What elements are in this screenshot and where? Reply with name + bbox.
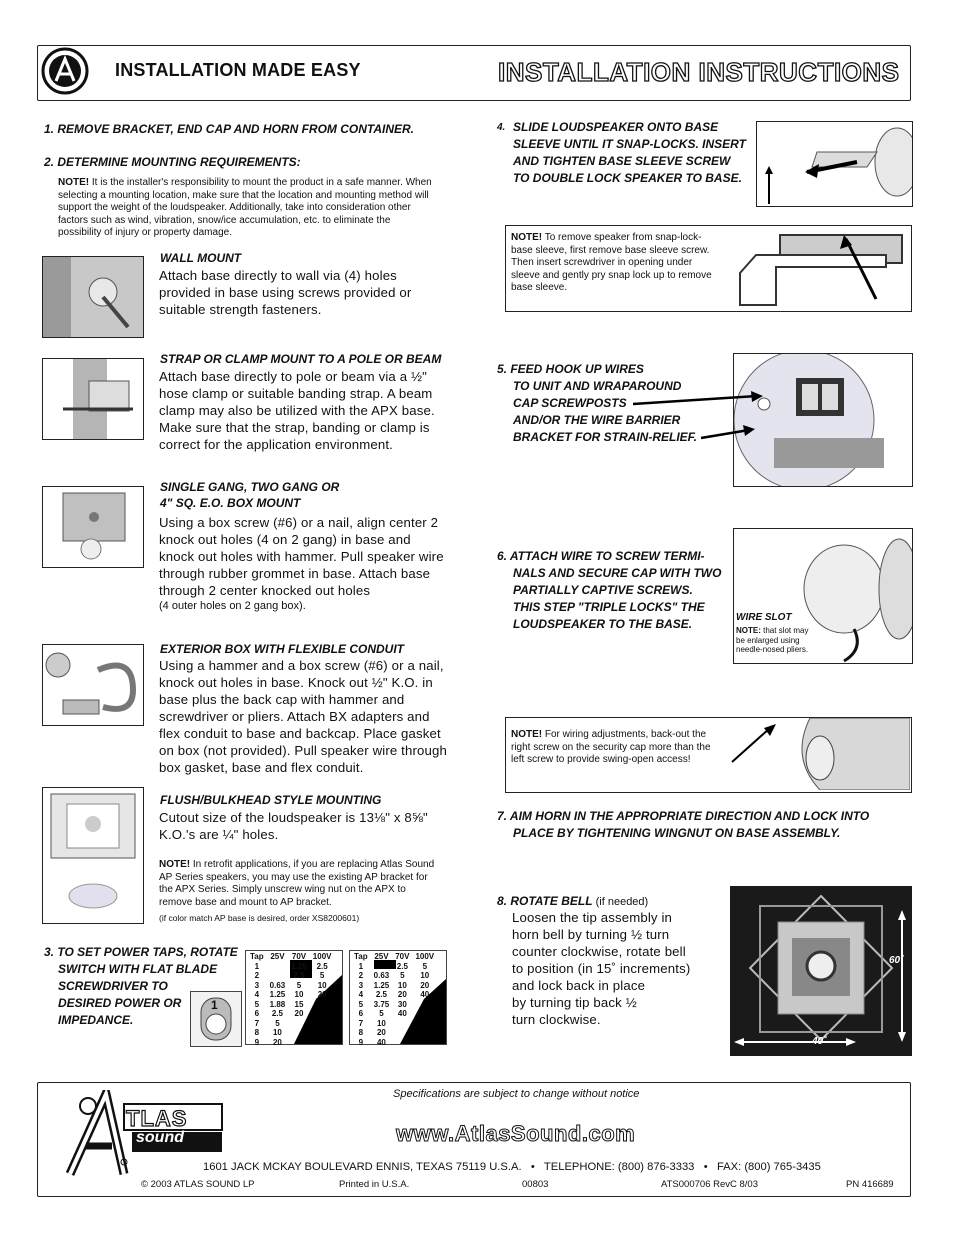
wire-slot-note: NOTE: that slot may be enlarged using needle-nosed pliers. bbox=[736, 626, 809, 654]
flush-mount-title: FLUSH/BULKHEAD STYLE MOUNTING bbox=[160, 793, 382, 807]
step-4: SLIDE LOUDSPEAKER ONTO BASE SLEEVE UNTIL IT SNAP-LOCKS. INSERT AND TIGHTEN BASE SLEEVE SCREW TO DOUBLE LOCK SPEAKER TO BASE. bbox=[513, 120, 746, 185]
flush-mount-note: NOTE! In retrofit applications, if you are replacing Atlas Sound AP Series speakers, you may use the existing AP bracket for the APX Series. Simply unscrew wing nut on the APX to remove base and mount to AP bracket. bbox=[159, 859, 435, 908]
step-1: 1. REMOVE BRACKET, END CAP AND HORN FROM CONTAINER. bbox=[44, 122, 415, 136]
tap-table-1: Tap 25V 70V 100V 1 1.25 2.5 2 2.5 5 3 0.63 5 10 4 1.25 10 20 5 1.88 15 6 2.5 20 7 5 8 10 9 20 bbox=[245, 950, 343, 1045]
rotate-bell-image bbox=[730, 886, 912, 1056]
flush-mount-small: (if color match AP base is desired, order XS8200601) bbox=[159, 913, 360, 923]
wall-mount-title: WALL MOUNT bbox=[160, 251, 242, 265]
exterior-box-title: EXTERIOR BOX WITH FLEXIBLE CONDUIT bbox=[160, 642, 405, 656]
exterior-box-body: Using a hammer and a box screw (#6) or a nail, knock out holes in base. Knock out ½" K.O. in base plus the back cap with hammer and screwdriver or pliers. Attach BX adapters and flex conduit to base and backcap. Place gasket on box (not provided). Pull speaker wire through box gasket, base and flex conduit. bbox=[159, 658, 447, 775]
header-left-title: INSTALLATION MADE EASY bbox=[115, 60, 361, 80]
website-url[interactable]: www.AtlasSound.com bbox=[396, 1121, 636, 1146]
gang-box-image bbox=[42, 486, 144, 568]
wire-slot-title: WIRE SLOT bbox=[736, 612, 792, 623]
snap-lock-note: NOTE! To remove speaker from snap-lock-base sleeve, first remove base sleeve screw. Then insert screwdriver in opening under sleeve and gently pry snap lock up to remove base sleeve. bbox=[511, 232, 712, 293]
step-2-note: NOTE! It is the installer's responsibility to mount the product in a safe manner. When selecting a mounting location, make sure that the location and mounting method will support the weight of the loudspeaker. Additionally, take into consideration other factors such as wind, vibration, snow/ice accumulation, etc. to eliminate the possibility of injury or property damage. bbox=[58, 177, 432, 238]
step-5: 5. FEED HOOK UP WIRES TO UNIT AND WRAPAROUND CAP SCREWPOSTS AND/OR THE WIRE BARRIER BRACKET FOR STRAIN-RELIEF. bbox=[497, 362, 697, 444]
step-4-number: 4. bbox=[497, 122, 506, 133]
step-2: 2. DETERMINE MOUNTING REQUIREMENTS: bbox=[44, 155, 301, 169]
strap-mount-title: STRAP OR CLAMP MOUNT TO A POLE OR BEAM bbox=[160, 352, 442, 366]
footer-ats: ATS000706 RevC 8/03 bbox=[661, 1179, 758, 1190]
footer-code: 00803 bbox=[522, 1179, 549, 1190]
gang-box-title-2: 4" SQ. E.O. BOX MOUNT bbox=[160, 496, 301, 510]
wall-mount-image bbox=[42, 256, 144, 338]
step-3: 3. TO SET POWER TAPS, ROTATE SWITCH WITH FLAT BLADE SCREWDRIVER TO DESIRED POWER OR IMPEDANCE. bbox=[44, 945, 238, 1027]
strap-mount-image bbox=[42, 358, 144, 440]
footer-pn: PN 416689 bbox=[846, 1179, 894, 1190]
snap-lock-diagram bbox=[736, 229, 906, 307]
step-7: 7. AIM HORN IN THE APPROPRIATE DIRECTION AND LOCK INTO PLACE BY TIGHTENING WINGNUT ON BASE ASSEMBLY. bbox=[497, 809, 870, 840]
gang-box-title-1: SINGLE GANG, TWO GANG OR bbox=[160, 480, 340, 494]
slide-speaker-image bbox=[756, 121, 913, 207]
step-6: 6. ATTACH WIRE TO SCREW TERMI- NALS AND SECURE CAP WITH TWO PARTIALLY CAPTIVE SCREWS. THIS STEP "TRIPLE LOCKS" THE LOUDSPEAKER TO THE BASE. bbox=[497, 549, 722, 631]
swing-open-image bbox=[730, 718, 910, 790]
angle-40-label: 40˚ bbox=[812, 1036, 827, 1047]
wire-feed-arrows bbox=[633, 390, 773, 444]
strap-mount-body: Attach base directly to pole or beam via a ½" hose clamp or suitable banding strap. A beam clamp may also be utilized with the APX base. Make sure that the strap, banding or clamp is correct for the application environment. bbox=[159, 369, 435, 452]
footer-printed: Printed in U.S.A. bbox=[339, 1179, 410, 1190]
footer-copyright: © 2003 ATLAS SOUND LP bbox=[141, 1179, 255, 1190]
spec-note: Specifications are subject to change without notice bbox=[393, 1088, 640, 1100]
tap-switch-image: 1 bbox=[190, 991, 242, 1047]
logo-text-bottom: sound bbox=[136, 1129, 184, 1146]
angle-60-label: 60˚ bbox=[889, 955, 904, 966]
gang-box-body: Using a box screw (#6) or a nail, align center 2 knock out holes (4 on 2 gang) in base and knock out holes with hammer. Pull speaker wire through rubber grommet in base. Attach base through 2 center knocked out holes bbox=[159, 515, 444, 598]
gang-box-small: (4 outer holes on 2 gang box). bbox=[159, 600, 306, 612]
step-8-body: Loosen the tip assembly in horn bell by turning ½ turn counter clockwise, rotate bell to position (in 15˚ increments) and lock back in place by turning tip back ½ turn clockwise. bbox=[512, 910, 691, 1027]
wall-mount-body: Attach base directly to wall via (4) holes provided in base using screws provided or suitable strength fasteners. bbox=[159, 268, 412, 317]
wiring-note: NOTE! For wiring adjustments, back-out the right screw on the security cap more than the left screw to provide swing-open access! bbox=[511, 729, 711, 765]
tap-table-2: Tap 25V 70V 100V 1 2.5 5 2 0.63 5 10 3 1.25 10 20 4 2.5 20 40 5 3.75 30 6 5 40 7 10 8 20 9 40 bbox=[349, 950, 447, 1045]
atlas-emblem-icon bbox=[41, 47, 89, 95]
exterior-box-image bbox=[42, 644, 144, 726]
footer-address: 1601 JACK MCKAY BOULEVARD ENNIS, TEXAS 75119 U.S.A. • TELEPHONE: (800) 876-3333 • FAX: (800) 765-3435 bbox=[203, 1161, 821, 1173]
flush-mount-image bbox=[42, 787, 144, 924]
header-right-title: INSTALLATION INSTRUCTIONS bbox=[498, 57, 900, 87]
flush-mount-body: Cutout size of the loudspeaker is 13⅛" x 8⅝" K.O.'s are ¼" holes. bbox=[159, 810, 428, 842]
step-8-title: 8. ROTATE BELL (if needed) bbox=[497, 894, 649, 908]
logo-text-top: TLAS bbox=[126, 1106, 188, 1131]
